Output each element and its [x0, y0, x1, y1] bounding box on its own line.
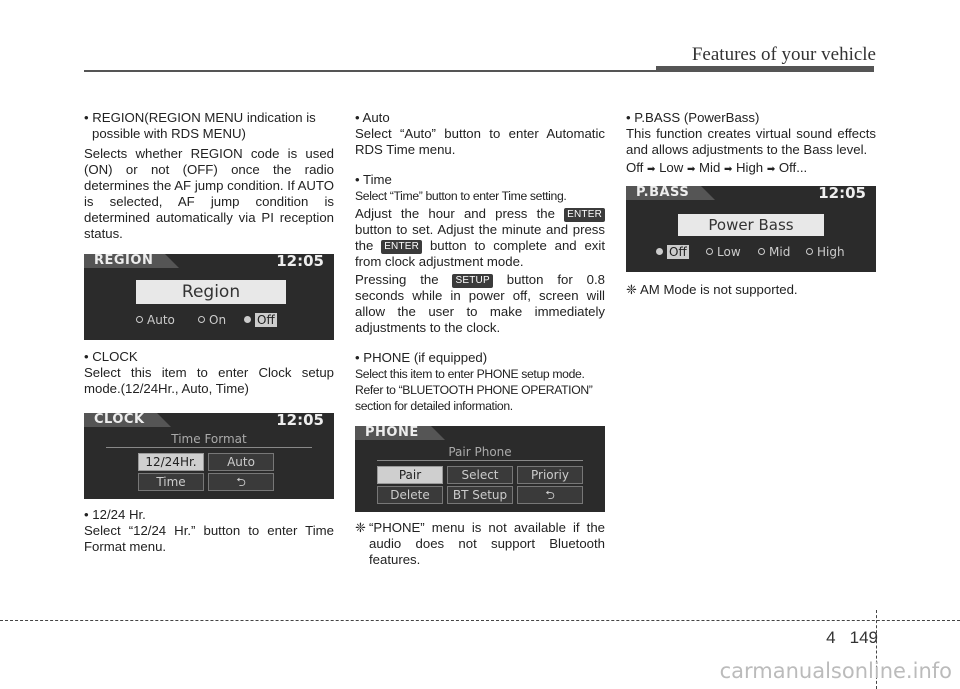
region-title-box: Region — [136, 280, 286, 304]
note-icon: ❈ — [355, 520, 367, 535]
radio-selected-icon — [244, 316, 251, 323]
phone-screen — [355, 426, 605, 512]
region-bullet-cont: possible with RDS MENU) — [92, 126, 246, 141]
screen-subtitle: Time Format — [171, 432, 247, 446]
column-2 — [355, 110, 605, 568]
option-off[interactable]: Off — [656, 244, 689, 260]
radio-selected-icon — [656, 248, 663, 255]
chapter-number: 4 — [826, 628, 836, 647]
page-number — [826, 628, 878, 648]
header-rule-accent — [656, 66, 874, 72]
screen-label: PHONE — [355, 426, 431, 440]
setup-button-icon: SETUP — [452, 274, 492, 288]
time-description: Select “Time” button to enter Time setting. — [355, 189, 567, 203]
column-1 — [84, 110, 334, 555]
pbass-screen — [626, 186, 876, 272]
btn-12-24hr[interactable]: 12/24Hr. — [138, 453, 204, 471]
column-3 — [626, 110, 876, 298]
arrow-right-icon: ➡ — [723, 164, 733, 175]
pbass-title-box: Power Bass — [678, 214, 824, 236]
subtitle-divider — [377, 460, 583, 461]
enter-button-icon: ENTER — [564, 208, 605, 222]
screen-time: 12:05 — [818, 186, 866, 202]
option-off[interactable]: Off — [244, 312, 277, 328]
clock-description: Select this item to enter Clock setup mode.(12/24Hr., Auto, Time) — [84, 365, 334, 396]
btn-time[interactable]: Time — [138, 473, 204, 491]
screen-subtitle: Pair Phone — [448, 445, 512, 459]
option-high[interactable]: High — [806, 244, 845, 260]
screen-label: P.BASS — [626, 186, 701, 200]
radio-icon — [806, 248, 813, 255]
arrow-right-icon: ➡ — [686, 164, 696, 175]
btn-priority[interactable]: Prioriy — [517, 466, 583, 484]
hr-bullet: • 12/24 Hr. — [84, 507, 146, 522]
radio-icon — [706, 248, 713, 255]
btn-select[interactable]: Select — [447, 466, 513, 484]
screen-label: REGION — [84, 254, 165, 268]
back-icon[interactable]: ⮌ — [208, 473, 274, 491]
adjust-description: Adjust the hour and press the ENTER button to set. Adjust the minute and press the ENTER button to complete and exit from clock adjustment mode. — [355, 206, 605, 269]
auto-bullet: • Auto — [355, 110, 390, 125]
option-mid[interactable]: Mid — [758, 244, 790, 260]
region-bullet: • REGION(REGION MENU indication is — [84, 110, 316, 125]
clock-bullet: • CLOCK — [84, 349, 138, 364]
btn-auto[interactable]: Auto — [208, 453, 274, 471]
pbass-bullet: • P.BASS (PowerBass) — [626, 110, 760, 125]
arrow-right-icon: ➡ — [647, 164, 656, 175]
auto-description: Select “Auto” button to enter Automatic RDS Time menu. — [355, 126, 605, 157]
subtitle-divider — [106, 447, 312, 448]
btn-pair[interactable]: Pair — [377, 466, 443, 484]
back-icon[interactable]: ⮌ — [517, 486, 583, 504]
phone-note: ❈ “PHONE” menu is not available if the audio does not support Bluetooth features. — [355, 520, 605, 567]
option-on[interactable]: On — [198, 312, 226, 328]
btn-delete[interactable]: Delete — [377, 486, 443, 504]
radio-icon — [136, 316, 143, 323]
screen-time: 12:05 — [276, 413, 324, 429]
clock-screen — [84, 413, 334, 499]
page-number-value: 149 — [849, 628, 878, 647]
region-description: Selects whether REGION code is used (ON) or not (OFF) once the radio determines the AF jump condition. If AUTO is selected, AF jump condition is determined automatically via PI reception status. — [84, 146, 334, 241]
phone-description: Select this item to enter PHONE setup mode. Refer to “BLUETOOTH PHONE OPERATION” section for detailed information. — [355, 367, 593, 413]
screen-label: CLOCK — [84, 413, 157, 427]
phone-bullet: • PHONE (if equipped) — [355, 350, 488, 365]
note-icon: ❈ — [626, 282, 638, 297]
radio-icon — [758, 248, 765, 255]
footer-rule — [0, 620, 960, 621]
option-low[interactable]: Low — [706, 244, 741, 260]
region-screen — [84, 254, 334, 340]
pbass-description: This function creates virtual sound effects and allows adjustments to the Bass level. — [626, 126, 876, 157]
section-title: Features of your vehicle — [691, 44, 876, 65]
hr-description: Select “12/24 Hr.” button to enter Time Format menu. — [84, 523, 334, 554]
pbass-sequence: Off ➡ Low ➡ Mid ➡ High ➡ Off... — [626, 160, 808, 175]
am-note: ❈ AM Mode is not supported. — [626, 282, 798, 297]
arrow-right-icon: ➡ — [766, 164, 776, 175]
enter-button-icon: ENTER — [381, 240, 422, 254]
radio-icon — [198, 316, 205, 323]
time-bullet: • Time — [355, 172, 392, 187]
btn-bt-setup[interactable]: BT Setup — [447, 486, 513, 504]
watermark: carmanualsonline.info — [719, 659, 952, 683]
screen-time: 12:05 — [276, 254, 324, 270]
press-description: Pressing the SETUP button for 0.8 seconds while in power off, screen will allow the user to make immediately adjustments to the clock. — [355, 272, 605, 335]
option-auto[interactable]: Auto — [136, 312, 175, 328]
